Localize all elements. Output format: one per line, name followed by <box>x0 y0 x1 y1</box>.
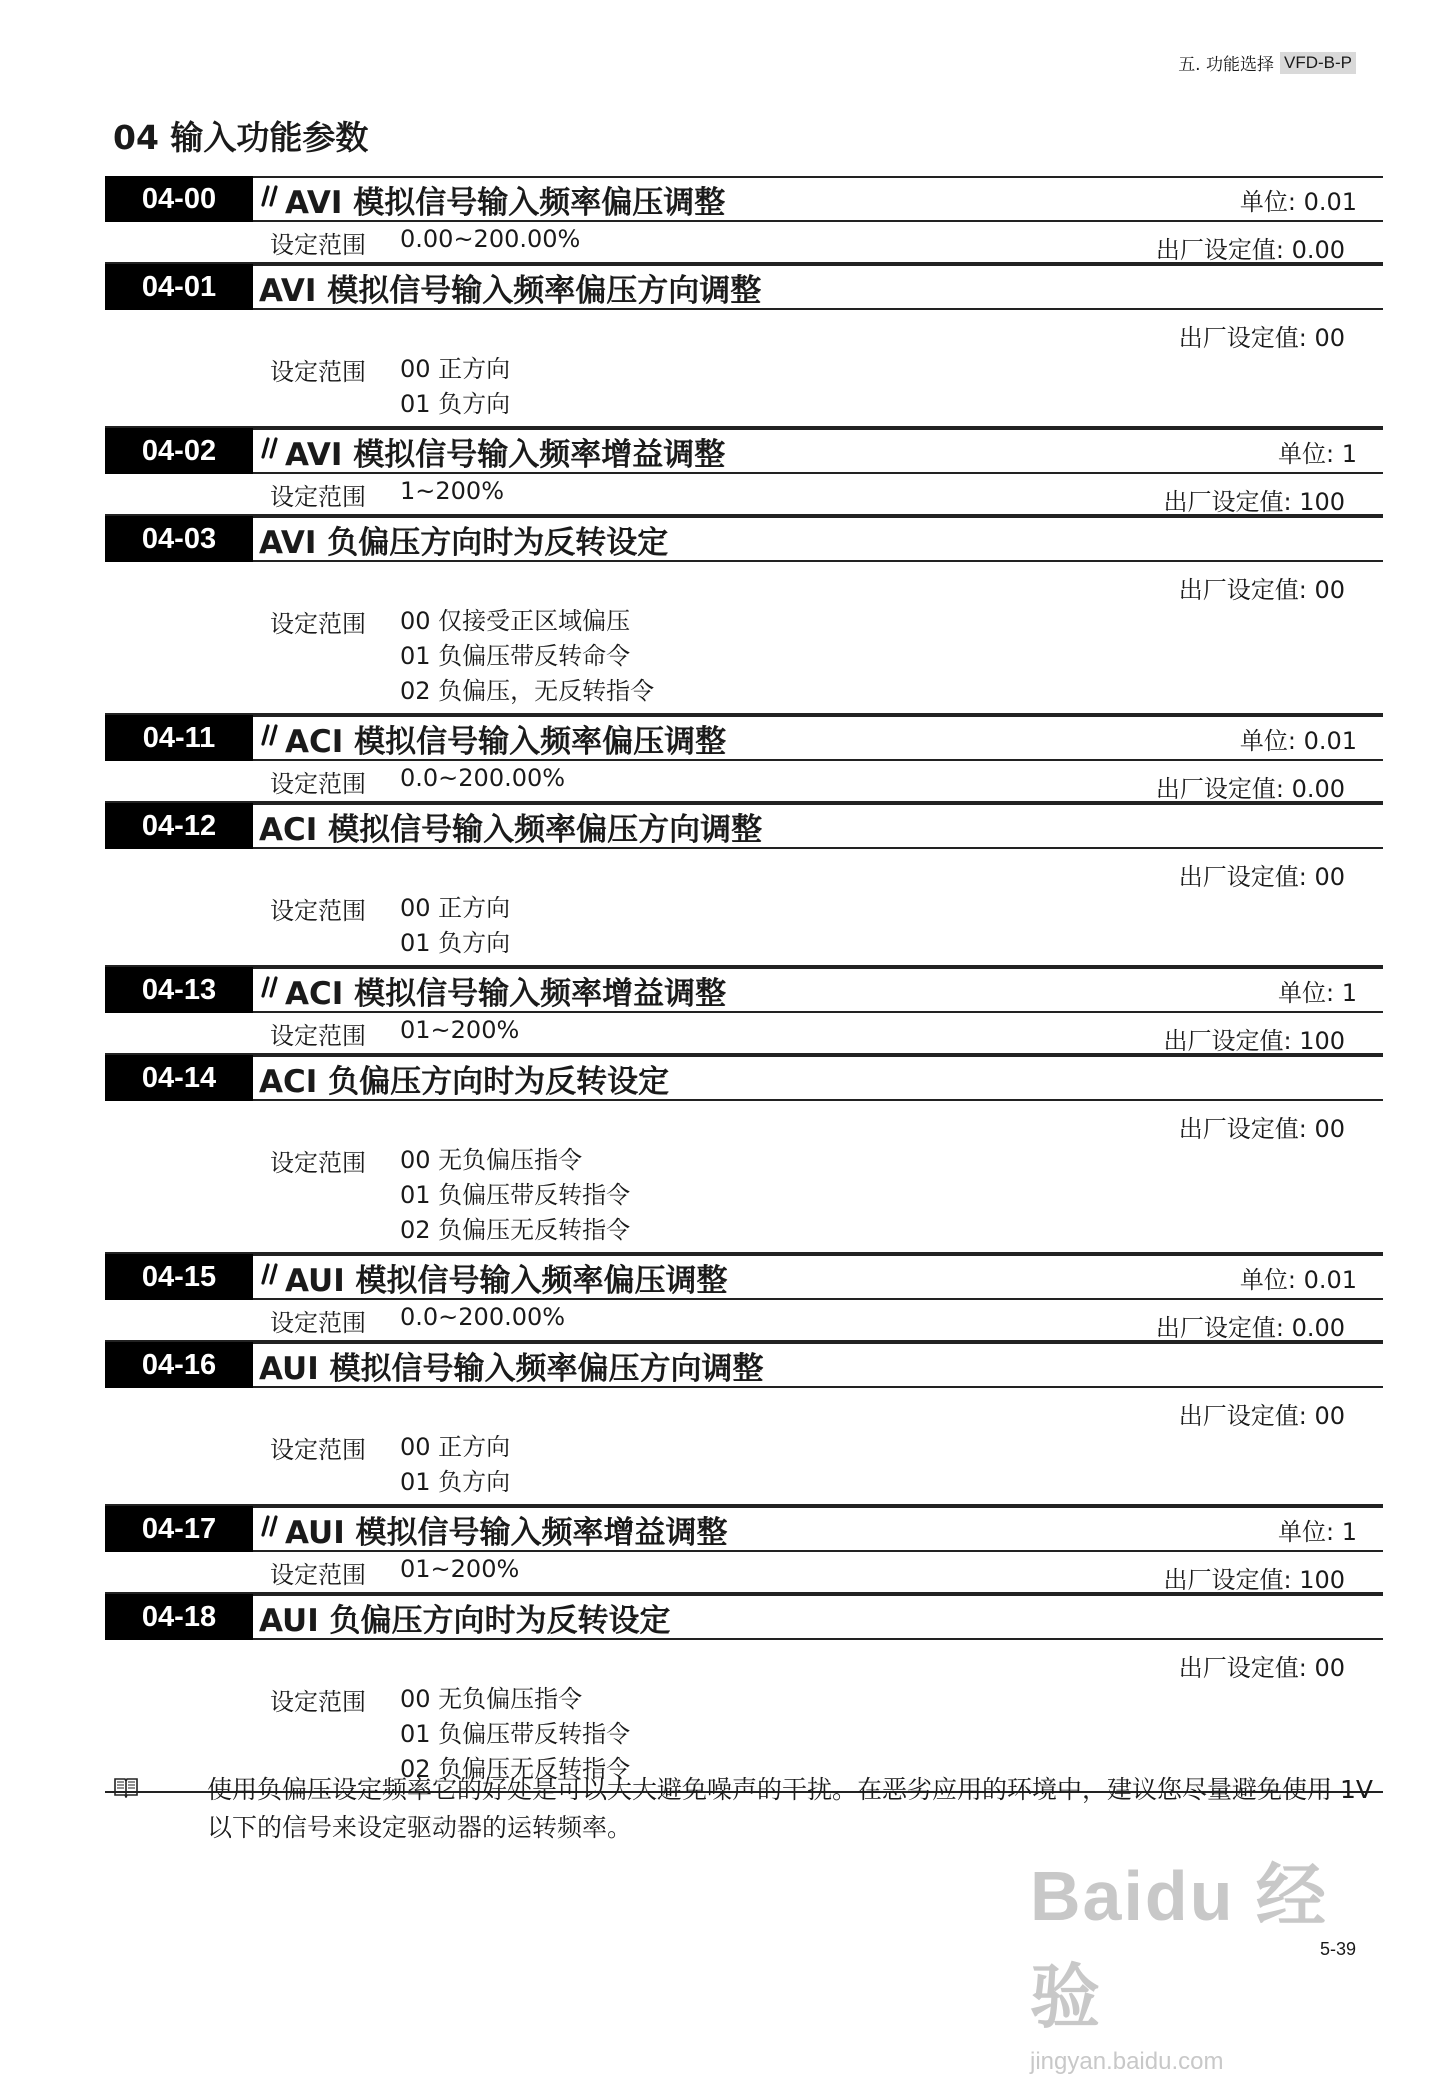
quick-setting-icon <box>259 434 281 469</box>
parameter-header <box>105 1342 1383 1388</box>
parameter-title: ACI 负偏压方向时为反转设定 <box>259 1063 670 1100</box>
parameter-body <box>105 1300 1383 1340</box>
range-value: 01~200% <box>400 1554 520 1583</box>
range-label: 设定范围 <box>270 230 366 259</box>
parameter-header <box>105 428 1383 474</box>
parameter-code: 04-03 <box>105 516 253 562</box>
default-value: 出厂设定值: 00 <box>1178 863 1345 891</box>
watermark-url: jingyan.baidu.com <box>1030 2048 1224 2075</box>
parameter-title: AVI 模拟信号输入频率增益调整 <box>285 436 726 473</box>
parameter-title-bar <box>253 1254 1383 1300</box>
parameter-unit: 单位: 1 <box>1277 978 1357 1007</box>
parameter-title-bar <box>253 428 1383 474</box>
parameter-block <box>105 1506 1383 1594</box>
quick-setting-icon <box>259 721 281 756</box>
parameter-unit: 单位: 1 <box>1277 439 1357 468</box>
parameter-block <box>105 428 1383 516</box>
default-value: 出厂设定值: 00 <box>1178 324 1345 352</box>
model-badge: VFD-B-P <box>1280 52 1356 74</box>
parameter-title: AUI 模拟信号输入频率偏压调整 <box>285 1262 728 1299</box>
parameter-code: 04-18 <box>105 1594 253 1640</box>
range-label: 设定范围 <box>270 482 366 511</box>
parameter-code: 04-16 <box>105 1342 253 1388</box>
quick-setting-icon <box>259 182 281 217</box>
parameter-title: AUI 负偏压方向时为反转设定 <box>259 1602 671 1639</box>
parameter-unit: 单位: 0.01 <box>1239 726 1357 755</box>
parameter-header <box>105 1594 1383 1640</box>
parameter-code: 04-14 <box>105 1055 253 1101</box>
parameter-code: 04-15 <box>105 1254 253 1300</box>
parameter-title: ACI 模拟信号输入频率偏压调整 <box>285 723 727 760</box>
book-icon <box>113 1771 207 1847</box>
range-option: 01 负方向 <box>400 929 511 957</box>
parameter-title-bar <box>253 715 1383 761</box>
range-label: 设定范围 <box>270 1436 366 1464</box>
range-value: 0.0~200.00% <box>400 1302 566 1331</box>
page-header <box>1178 50 1356 75</box>
default-value: 出厂设定值: 00 <box>1178 1654 1345 1682</box>
range-value: 1~200% <box>400 476 504 505</box>
parameter-body <box>105 1388 1383 1504</box>
page-number: 5-39 <box>1319 1939 1356 1959</box>
parameter-block <box>105 176 1383 264</box>
parameter-body <box>105 222 1383 262</box>
range-option: 01 负偏压带反转指令 <box>400 1720 631 1748</box>
range-option: 02 负偏压无反转指令 <box>400 1755 631 1783</box>
range-option: 01 负方向 <box>400 1468 511 1496</box>
default-value: 出厂设定值: 100 <box>1163 1027 1345 1055</box>
parameter-title-bar <box>253 516 1383 562</box>
default-value: 出厂设定值: 00 <box>1178 1402 1345 1430</box>
watermark <box>1030 1840 1360 2075</box>
parameter-block <box>105 967 1383 1055</box>
parameter-body <box>105 1101 1383 1252</box>
parameter-code: 04-13 <box>105 967 253 1013</box>
quick-setting-icon <box>259 1512 281 1547</box>
parameter-body <box>105 474 1383 514</box>
parameter-unit: 单位: 1 <box>1277 1517 1357 1546</box>
range-label: 设定范围 <box>270 610 366 638</box>
parameter-header <box>105 1506 1383 1552</box>
parameter-title-bar <box>253 803 1383 849</box>
range-label: 设定范围 <box>270 897 366 925</box>
range-value: 0.0~200.00% <box>400 763 566 792</box>
range-value: 01~200% <box>400 1015 520 1044</box>
default-value: 出厂设定值: 0.00 <box>1155 1314 1345 1342</box>
quick-setting-icon <box>259 973 281 1008</box>
parameter-code: 04-12 <box>105 803 253 849</box>
parameter-title-bar <box>253 1506 1383 1552</box>
default-value: 出厂设定值: 00 <box>1178 576 1345 604</box>
parameter-title: ACI 模拟信号输入频率增益调整 <box>285 975 727 1012</box>
parameter-title: AUI 模拟信号输入频率偏压方向调整 <box>259 1350 764 1387</box>
range-option: 00 正方向 <box>400 1433 511 1461</box>
range-option: 02 负偏压，无反转指令 <box>400 677 655 705</box>
range-label: 设定范围 <box>270 1560 366 1589</box>
parameter-code: 04-17 <box>105 1506 253 1552</box>
parameter-title: AVI 模拟信号输入频率偏压方向调整 <box>259 272 762 309</box>
parameter-block <box>105 516 1383 715</box>
parameter-title-bar <box>253 967 1383 1013</box>
parameter-title: AVI 负偏压方向时为反转设定 <box>259 524 669 561</box>
parameter-code: 04-11 <box>105 715 253 761</box>
parameter-header <box>105 1254 1383 1300</box>
range-option: 00 无负偏压指令 <box>400 1146 583 1174</box>
parameter-block <box>105 803 1383 967</box>
parameter-title: AUI 模拟信号输入频率增益调整 <box>285 1514 728 1551</box>
parameter-block <box>105 264 1383 428</box>
default-value: 出厂设定值: 100 <box>1163 488 1345 516</box>
parameter-title: AVI 模拟信号输入频率偏压调整 <box>285 184 726 221</box>
parameter-header <box>105 1055 1383 1101</box>
parameter-header <box>105 715 1383 761</box>
section-title: 04 输入功能参数 <box>113 118 369 157</box>
note <box>113 1771 1383 1847</box>
parameter-block <box>105 1055 1383 1254</box>
parameter-code: 04-02 <box>105 428 253 474</box>
parameter-body <box>105 1640 1383 1791</box>
parameter-block <box>105 1342 1383 1506</box>
range-label: 设定范围 <box>270 769 366 798</box>
range-option: 01 负方向 <box>400 390 511 418</box>
range-option: 00 仅接受正区域偏压 <box>400 607 631 635</box>
parameter-header <box>105 516 1383 562</box>
parameter-code: 04-01 <box>105 264 253 310</box>
parameter-unit: 单位: 0.01 <box>1239 1265 1357 1294</box>
parameter-body <box>105 1552 1383 1592</box>
range-option: 02 负偏压无反转指令 <box>400 1216 631 1244</box>
parameter-title: ACI 模拟信号输入频率偏压方向调整 <box>259 811 763 848</box>
note-text: 使用负偏压设定频率它的好处是可以大大避免噪声的干扰。在恶劣应用的环境中，建议您尽量避免使用 1V 以下的信号来设定驱动器的运转频率。 <box>207 1775 1373 1842</box>
parameter-title-bar <box>253 176 1383 222</box>
parameter-title-bar <box>253 1594 1383 1640</box>
chapter-label: 五. 功能选择 <box>1178 55 1274 75</box>
watermark-logo: Baidu 经验 <box>1030 1857 1328 2036</box>
default-value: 出厂设定值: 00 <box>1178 1115 1345 1143</box>
parameter-header <box>105 803 1383 849</box>
parameter-block <box>105 1254 1383 1342</box>
parameter-body <box>105 1013 1383 1053</box>
range-label: 设定范围 <box>270 1021 366 1050</box>
parameter-body <box>105 562 1383 713</box>
range-label: 设定范围 <box>270 1688 366 1716</box>
parameter-block <box>105 715 1383 803</box>
parameter-code: 04-00 <box>105 176 253 222</box>
parameter-list <box>105 176 1383 1793</box>
range-label: 设定范围 <box>270 1149 366 1177</box>
parameter-body <box>105 310 1383 426</box>
parameter-title-bar <box>253 264 1383 310</box>
parameter-header <box>105 176 1383 222</box>
range-option: 01 负偏压带反转指令 <box>400 1181 631 1209</box>
parameter-body <box>105 761 1383 801</box>
parameter-block <box>105 1594 1383 1793</box>
range-option: 00 正方向 <box>400 355 511 383</box>
parameter-title-bar <box>253 1342 1383 1388</box>
range-label: 设定范围 <box>270 1308 366 1337</box>
range-option: 01 负偏压带反转命令 <box>400 642 631 670</box>
parameter-header <box>105 264 1383 310</box>
parameter-header <box>105 967 1383 1013</box>
range-option: 00 正方向 <box>400 894 511 922</box>
default-value: 出厂设定值: 100 <box>1163 1566 1345 1594</box>
parameter-body <box>105 849 1383 965</box>
range-option: 00 无负偏压指令 <box>400 1685 583 1713</box>
parameter-unit: 单位: 0.01 <box>1239 187 1357 216</box>
default-value: 出厂设定值: 0.00 <box>1155 236 1345 264</box>
default-value: 出厂设定值: 0.00 <box>1155 775 1345 803</box>
parameter-title-bar <box>253 1055 1383 1101</box>
range-label: 设定范围 <box>270 358 366 386</box>
range-value: 0.00~200.00% <box>400 224 581 253</box>
quick-setting-icon <box>259 1260 281 1295</box>
